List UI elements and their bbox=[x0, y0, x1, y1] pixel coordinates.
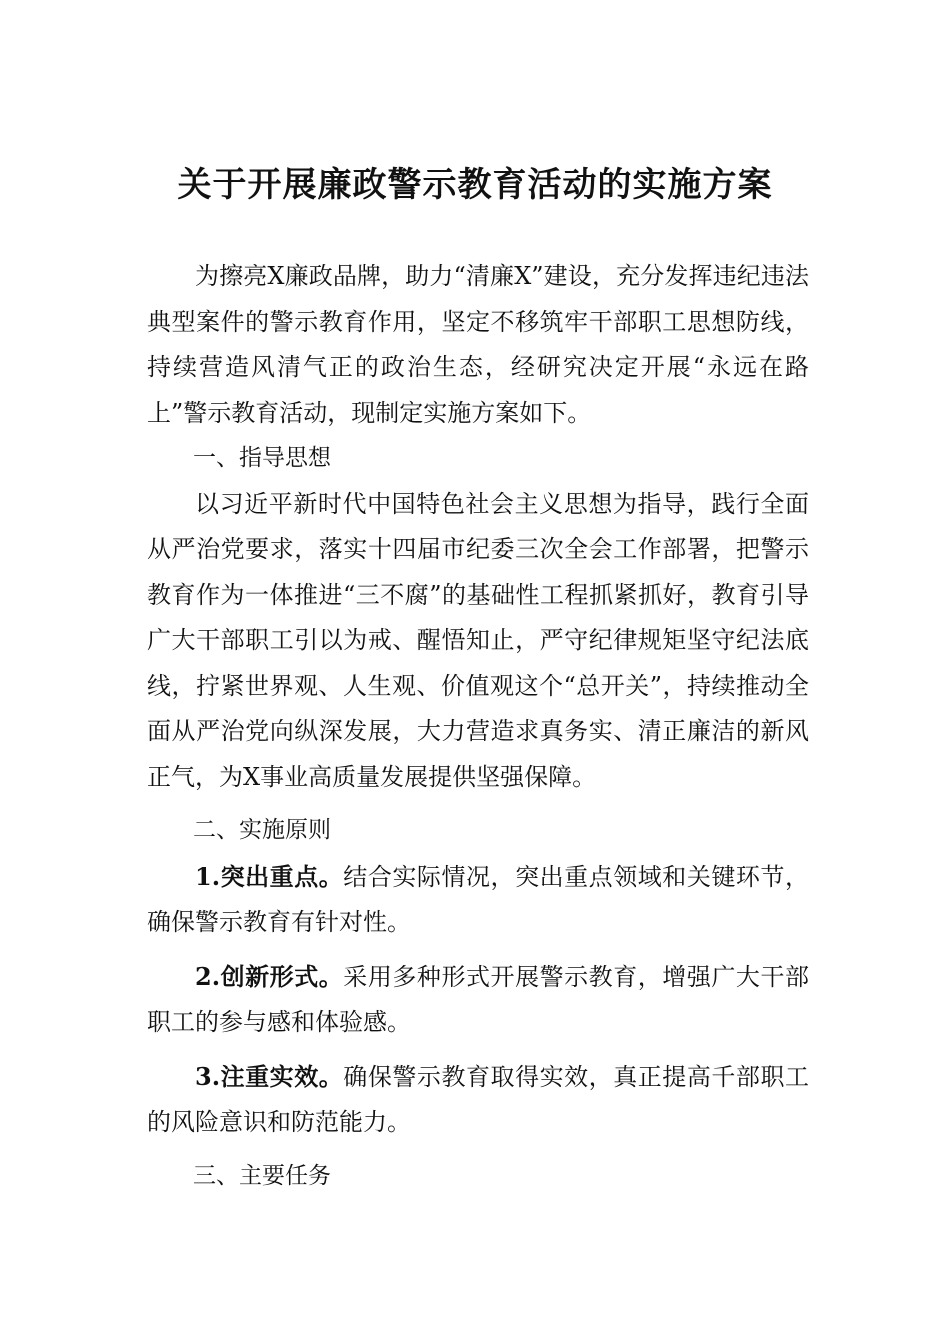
principle-item bbox=[147, 854, 809, 946]
section-heading-principles: 二、实施原则 bbox=[193, 817, 331, 843]
spacer bbox=[147, 1146, 809, 1154]
principle-text: 采用多种形式开展警示教育，增强广大干部职工的参与感和体验感。 bbox=[147, 962, 809, 1036]
spacer bbox=[147, 800, 809, 808]
guiding-ideology-paragraph: 以习近平新时代中国特色社会主义思想为指导，践行全面从严治党要求，落实十四届市纪委三次全会工作部署，把警示教育作为一体推进“三不腐”的基础性工程抓紧抓好，教育引导广大干部职工引以为戒、醒悟知止，严守纪律规矩坚守纪法底线，拧紧世界观、人生观、价值观这个“总开关”，持续推动全面从严治党向纵深发展，大力营造求真务实、清正廉洁的新风正气，为X事业高质量发展提供坚强保障。 bbox=[147, 489, 809, 791]
principle-text: 结合实际情况，突出重点领域和关键环节，确保警示教育有针对性。 bbox=[147, 862, 809, 936]
principle-lead: 2.创新形式。 bbox=[195, 961, 344, 991]
section-heading-guiding-ideology: 一、指导思想 bbox=[193, 445, 331, 471]
principle-lead: 3.注重实效。 bbox=[195, 1061, 344, 1091]
principle-text: 确保警示教育取得实效，真正提高千部职工的风险意识和防范能力。 bbox=[147, 1062, 809, 1136]
principle-item bbox=[147, 1054, 809, 1146]
intro-paragraph: 为擦亮X廉政品牌，助力“清廉X”建设，充分发挥违纪违法典型案件的警示教育作用，坚定不移筑牢干部职工思想防线，持续营造风清气正的政治生态，经研究决定开展“永远在路上”警示教育活动，现制定实施方案如下。 bbox=[147, 262, 809, 427]
principle-item bbox=[147, 954, 809, 1046]
section-heading-main-tasks: 三、主要任务 bbox=[193, 1162, 331, 1189]
spacer bbox=[147, 1046, 809, 1054]
principle-lead: 1.突出重点。 bbox=[195, 861, 344, 891]
document-body bbox=[147, 254, 809, 1199]
document-title: 关于开展廉政警示教育活动的实施方案 bbox=[177, 165, 773, 205]
spacer bbox=[147, 946, 809, 954]
